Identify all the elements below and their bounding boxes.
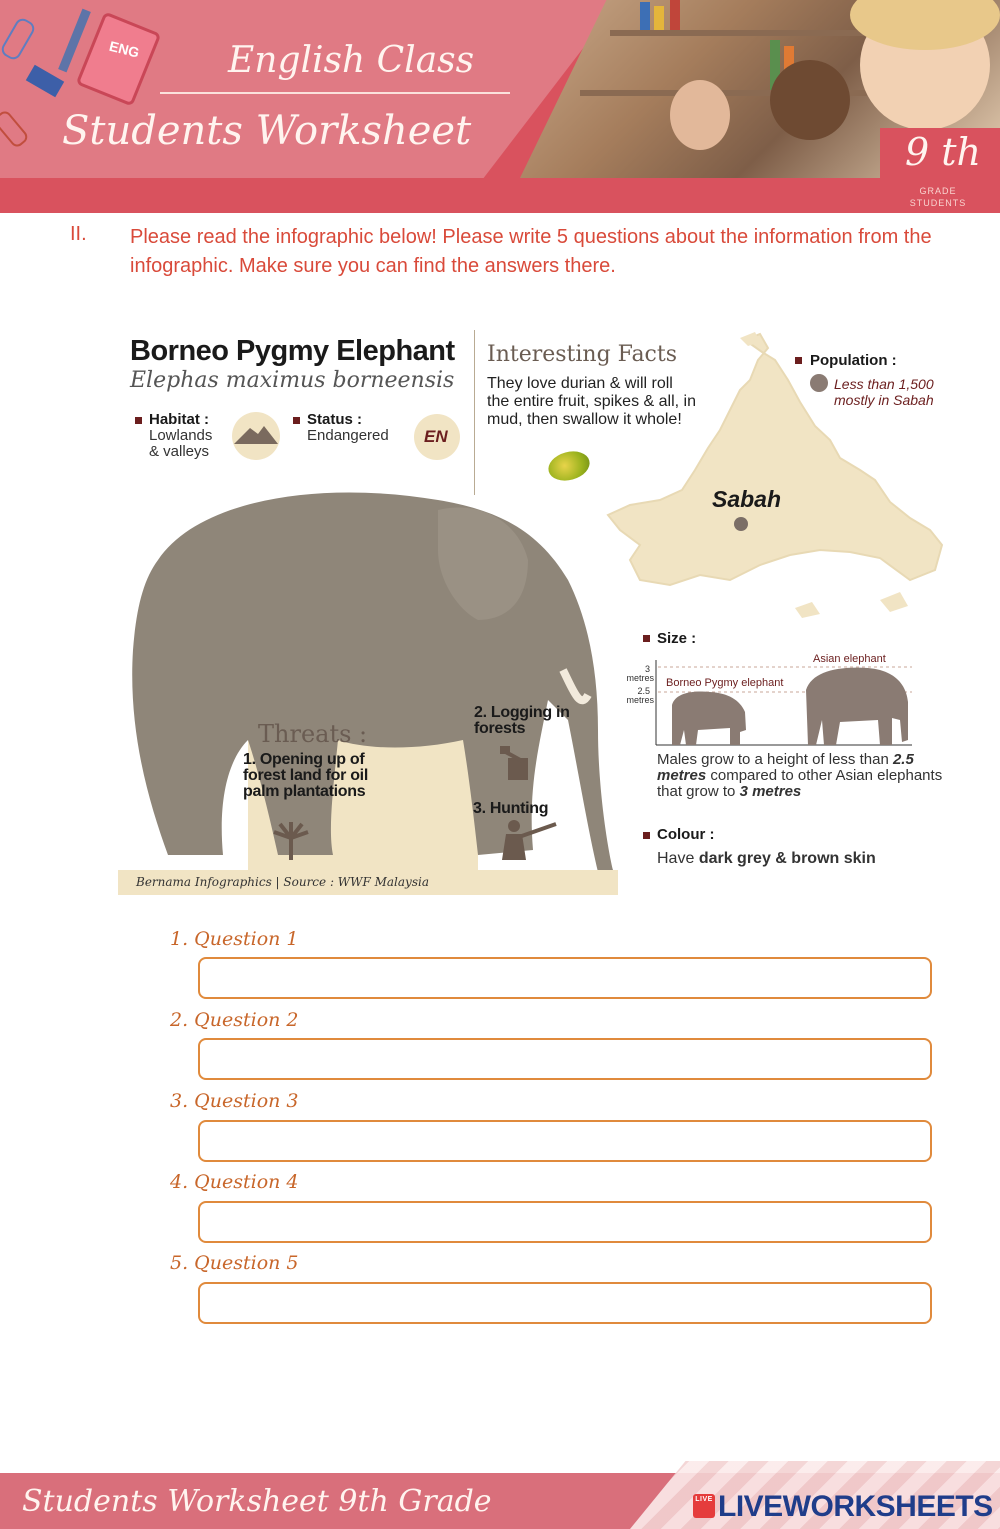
palm-tree-icon <box>270 820 312 862</box>
tick-unit: metres <box>626 695 654 705</box>
section-number: II. <box>70 223 87 245</box>
book-spine <box>640 2 650 30</box>
threat-item: 3. Hunting <box>473 800 549 817</box>
question-label: 4. Question 4 <box>170 1171 299 1193</box>
size-label: Size : <box>657 630 697 647</box>
paw-icon <box>734 517 748 531</box>
status-label: Status : <box>307 411 363 428</box>
question-label: 2. Question 2 <box>170 1009 299 1031</box>
threat-item: 2. Logging in forests <box>474 704 570 737</box>
habitat-value: Lowlands <box>149 427 213 444</box>
book-spine <box>654 6 664 30</box>
threats-title: Threats : <box>258 720 368 748</box>
population-label: Population : <box>810 352 897 369</box>
facts-title: Interesting Facts <box>487 342 678 367</box>
population-value: Less than 1,500 mostly in Sabah <box>834 376 934 408</box>
answer-input-1[interactable] <box>198 957 932 999</box>
bullet-icon <box>643 832 650 839</box>
bullet-icon <box>643 635 650 642</box>
student-head <box>670 80 730 150</box>
infographic-title: Borneo Pygmy Elephant <box>130 335 455 367</box>
notebook-icon: ENG <box>76 11 162 106</box>
source-credit: Bernama Infographics | Source : WWF Malaysia <box>136 875 429 889</box>
habitat-label: Habitat : <box>149 411 209 428</box>
asian-elephant-silhouette <box>806 668 908 745</box>
liveworksheets-logo[interactable]: LIVEWORKSHEETS <box>718 1490 993 1523</box>
asian-label: Asian elephant <box>813 653 886 665</box>
colour-label: Colour : <box>657 826 715 843</box>
hunter-icon <box>500 818 558 862</box>
tree-stump-icon <box>498 742 538 784</box>
pygmy-elephant-silhouette <box>672 692 746 745</box>
mountain-icon <box>232 422 280 446</box>
answer-input-5[interactable] <box>198 1282 932 1324</box>
facts-text: They love durian & will roll the entire fruit, spikes & all, in mud, then swallow it whole! <box>487 375 696 428</box>
worksheet-title: Students Worksheet <box>62 108 472 154</box>
footer-title: Students Worksheet 9th Grade <box>22 1484 492 1519</box>
answer-input-2[interactable] <box>198 1038 932 1080</box>
map-label: Sabah <box>712 486 782 512</box>
tick-label: 3 <box>644 664 650 674</box>
title-underline <box>160 92 510 94</box>
threat-item: 1. Opening up of forest land for oil palm plantations <box>243 751 368 800</box>
question-label: 5. Question 5 <box>170 1252 299 1274</box>
colour-description: Have dark grey & brown skin <box>657 850 876 867</box>
bullet-icon <box>795 357 802 364</box>
latin-name: Elephas maximus borneensis <box>130 368 455 393</box>
bullet-icon <box>293 417 300 424</box>
size-comparison-chart <box>626 650 920 750</box>
answer-input-3[interactable] <box>198 1120 932 1162</box>
grade-label: GRADE STUDENTS <box>909 186 967 208</box>
student-head <box>770 60 850 140</box>
instruction-text: Please read the infographic below! Please write 5 questions about the information from the infographic. Make sure you can find the answers there. <box>130 226 932 277</box>
size-description: Males grow to a height of less than 2.5 metres compared to other Asian elephants that grow to 3 metres <box>657 751 943 800</box>
tick-unit: metres <box>626 673 654 683</box>
status-value: Endangered <box>307 427 389 444</box>
habitat-value: & valleys <box>149 443 210 460</box>
status-code: EN <box>424 427 448 446</box>
liveworksheets-badge: LIVE <box>693 1494 715 1518</box>
tick-label: 2.5 <box>637 686 650 696</box>
paw-icon <box>810 374 828 392</box>
answer-input-4[interactable] <box>198 1201 932 1243</box>
pygmy-label: Borneo Pygmy elephant <box>666 677 784 689</box>
question-label: 1. Question 1 <box>170 928 299 950</box>
book-spine <box>670 0 680 30</box>
sabah-map <box>590 330 950 620</box>
class-title: English Class <box>228 40 475 81</box>
question-label: 3. Question 3 <box>170 1090 299 1112</box>
grade-number: 9 th <box>905 130 981 174</box>
bullet-icon <box>135 417 142 424</box>
